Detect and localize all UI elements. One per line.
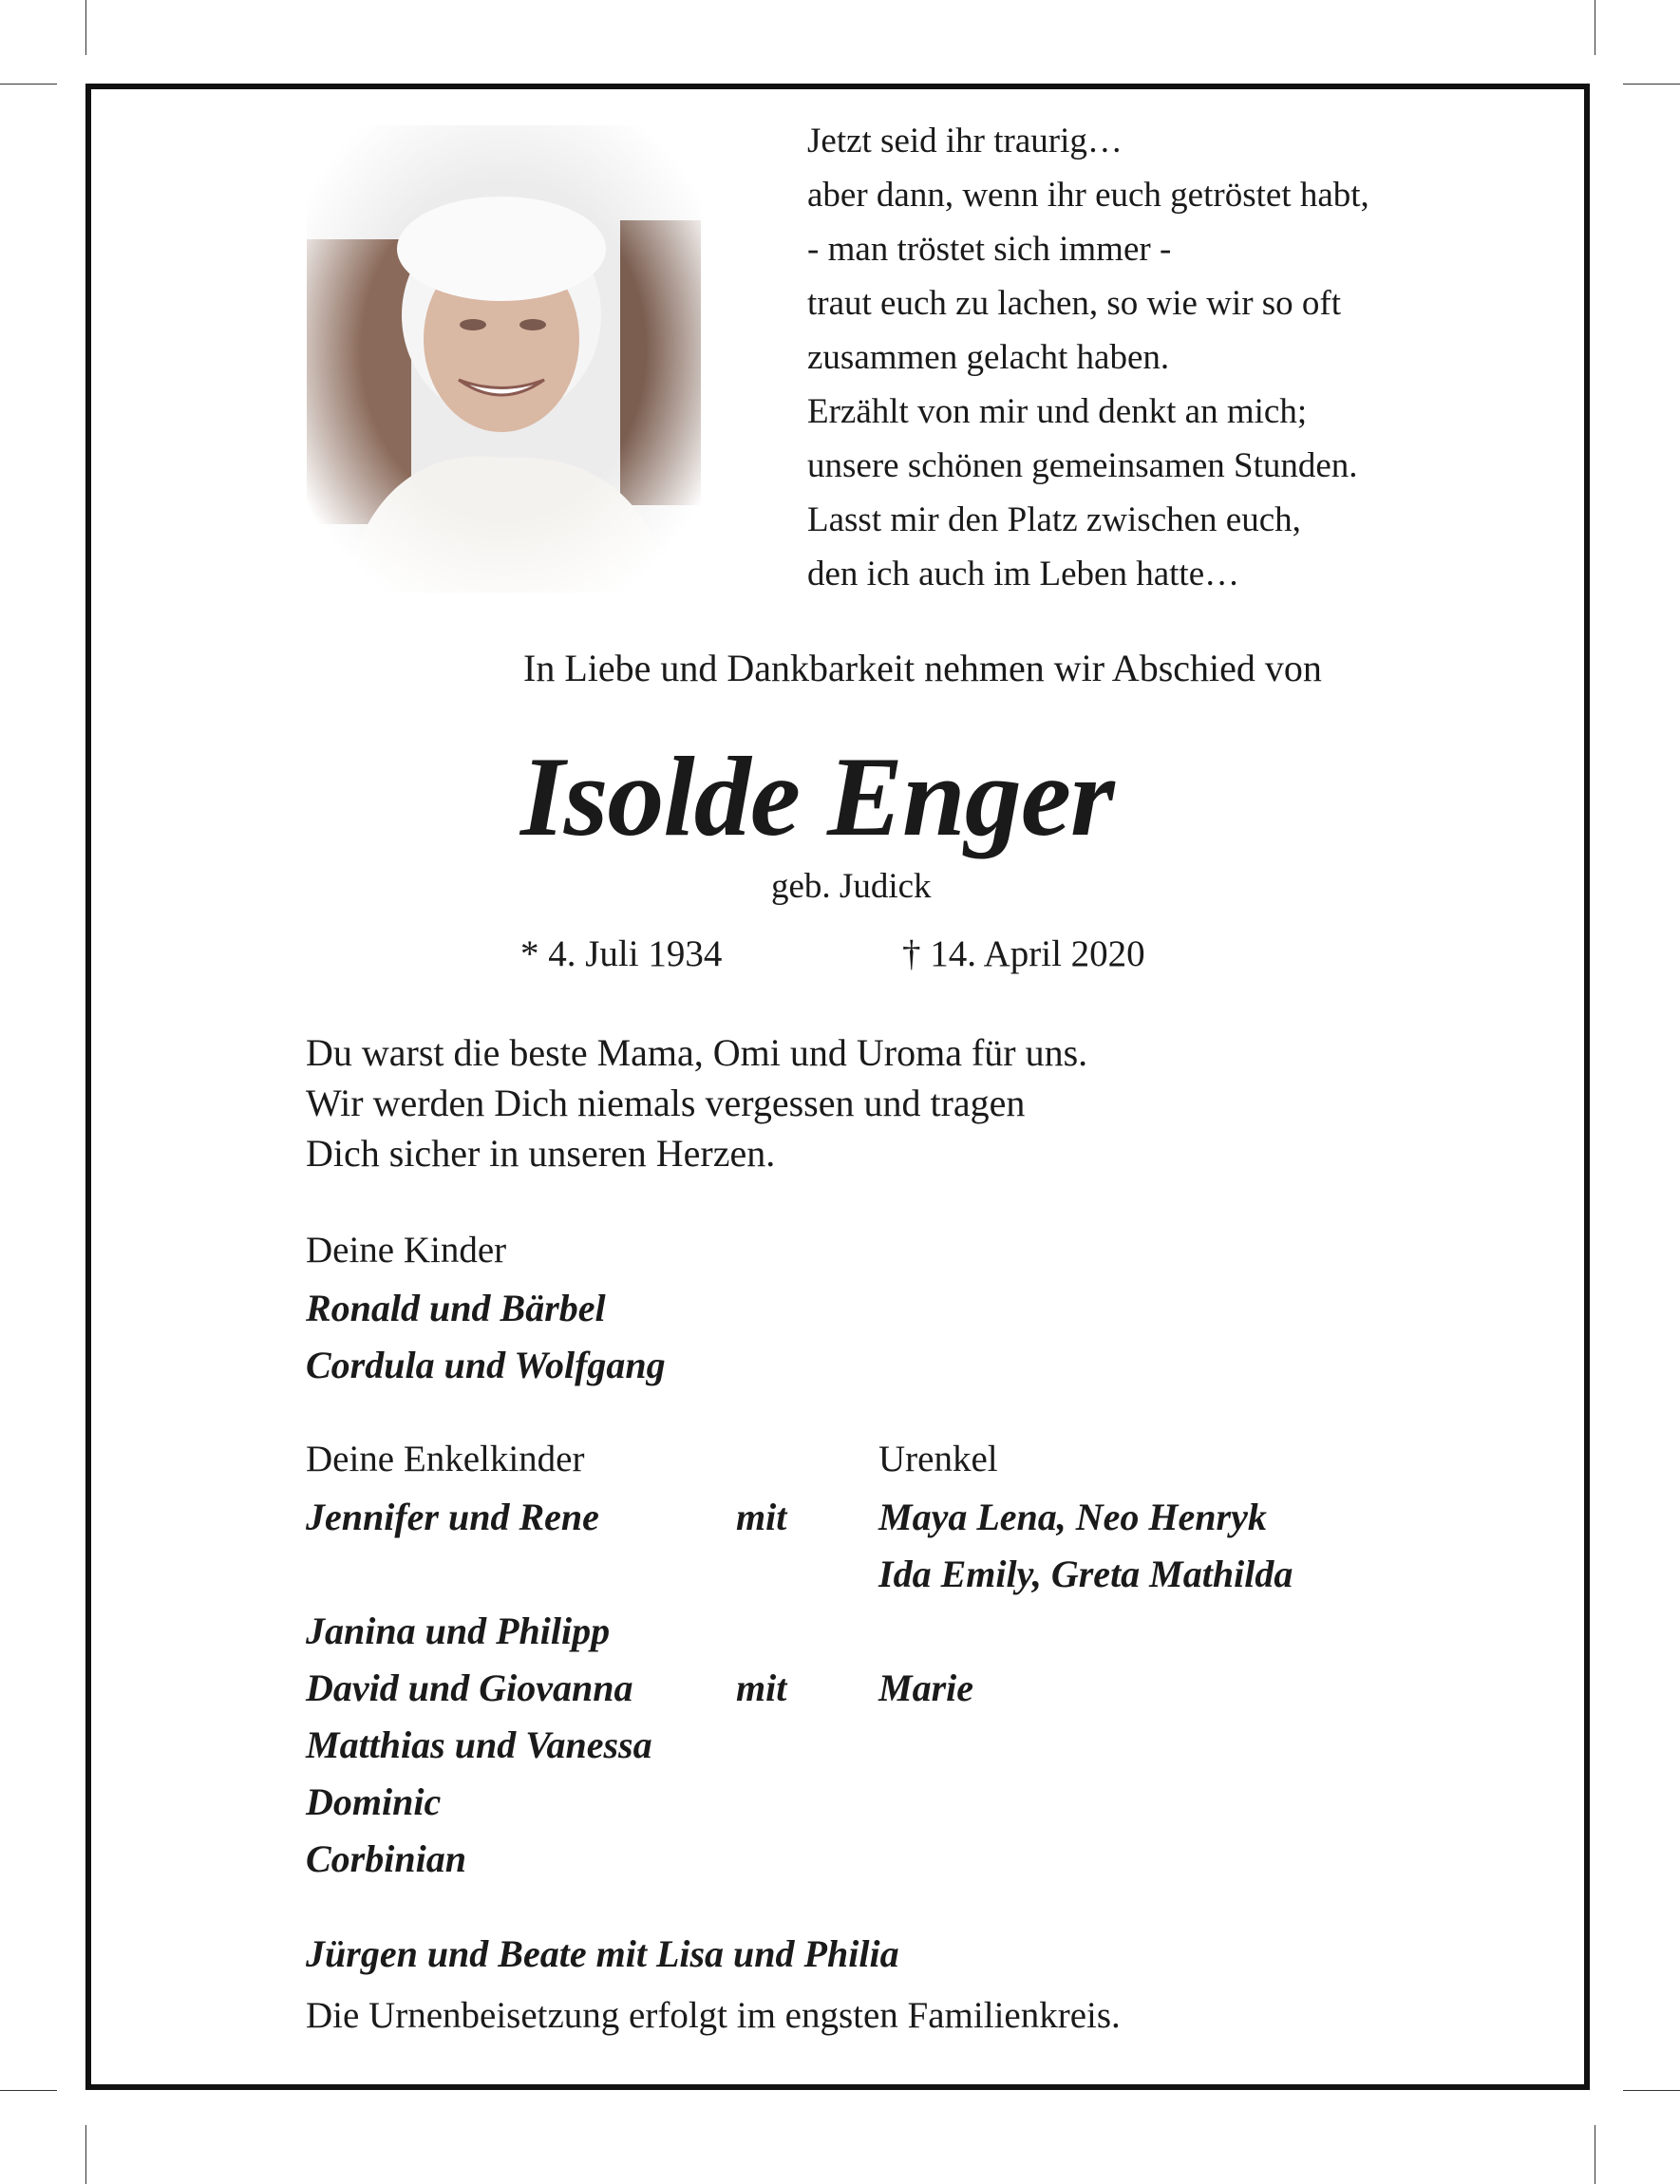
burial-note: Die Urnenbeisetzung erfolgt im engsten Familienkreis. <box>306 1995 1121 2036</box>
death-date: † 14. April 2020 <box>902 933 1145 974</box>
poem-line: den ich auch im Leben hatte… <box>807 555 1240 593</box>
crop-mark <box>1623 84 1680 85</box>
grandchild-names: Janina und Philipp <box>306 1610 611 1652</box>
child-names: Cordula und Wolfgang <box>306 1344 666 1386</box>
crop-mark <box>0 2090 57 2091</box>
children-label: Deine Kinder <box>306 1230 507 1271</box>
other-mourners: Jürgen und Beate mit Lisa und Philia <box>306 1932 899 1975</box>
intro-line: In Liebe und Dankbarkeit nehmen wir Abschied von <box>523 647 1322 689</box>
grandchildren-label: Deine Enkelkinder <box>306 1439 585 1479</box>
poem-line: Jetzt seid ihr traurig… <box>807 122 1123 160</box>
birth-date: * 4. Juli 1934 <box>520 933 723 974</box>
message-line: Wir werden Dich niemals vergessen und tragen <box>306 1082 1026 1124</box>
portrait-photo <box>307 125 701 593</box>
poem-line: Lasst mir den Platz zwischen euch, <box>807 500 1301 539</box>
deceased-name: Isolde Enger <box>520 733 1114 859</box>
grandchild-names: Matthias und Vanessa <box>306 1723 652 1766</box>
message-line: Dich sicher in unseren Herzen. <box>306 1132 776 1175</box>
child-names: Ronald und Bärbel <box>306 1287 606 1329</box>
grandchild-names: Dominic <box>306 1780 442 1823</box>
grandchild-names: David und Giovanna <box>306 1666 633 1709</box>
poem-line: aber dann, wenn ihr euch getröstet habt, <box>807 176 1369 215</box>
mit-word: mit <box>736 1496 787 1538</box>
poem-line: unsere schönen gemeinsamen Stunden. <box>807 446 1358 485</box>
crop-mark <box>85 0 86 55</box>
poem-line: - man tröstet sich immer - <box>807 230 1172 269</box>
grandchild-names: Jennifer und Rene <box>306 1496 599 1538</box>
great-grandchild-names: Ida Emily, Greta Mathilda <box>878 1553 1293 1595</box>
poem-line: zusammen gelacht haben. <box>807 338 1170 377</box>
poem <box>807 114 1369 601</box>
poem-line: Erzählt von mir und denkt an mich; <box>807 392 1308 431</box>
poem-line: traut euch zu lachen, so wie wir so oft <box>807 284 1342 323</box>
great-grandchildren-label: Urenkel <box>878 1439 998 1479</box>
farewell-message <box>306 1027 1087 1178</box>
grandchild-names: Corbinian <box>306 1837 466 1880</box>
maiden-name: geb. Judick <box>771 867 932 906</box>
message-line: Du warst die beste Mama, Omi und Uroma für uns. <box>306 1031 1088 1074</box>
great-grandchild-names: Marie <box>878 1666 973 1709</box>
great-grandchild-names: Maya Lena, Neo Henryk <box>878 1496 1267 1538</box>
crop-mark <box>85 2125 86 2184</box>
crop-mark <box>0 84 57 85</box>
crop-mark <box>1623 2090 1680 2091</box>
mit-word: mit <box>736 1666 787 1709</box>
